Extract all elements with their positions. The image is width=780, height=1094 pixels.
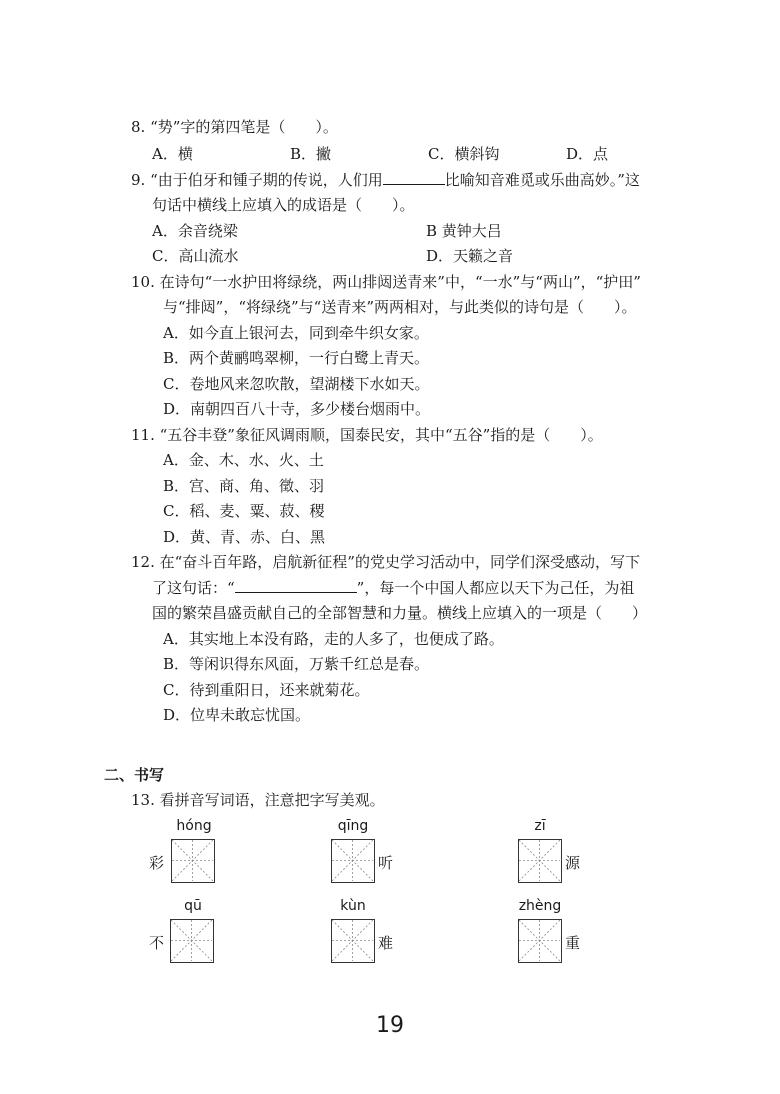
tianzige-box[interactable] <box>518 839 562 883</box>
q11-option-d: D．黄、青、赤、白、黑 <box>163 528 326 546</box>
q12-option-b: B．等闲识得东风面，万紫千红总是春。 <box>163 655 430 673</box>
tianzige-box[interactable] <box>331 919 375 963</box>
section-heading: 二、书写 <box>104 766 165 784</box>
given-char-cai: 彩 <box>149 854 165 872</box>
question-10-stem: 10. 在诗句“一水护田将绿绕，两山排闼送青来”中，“一水”与“两山”，“护田” <box>131 273 641 291</box>
q9-option-c: C．高山流水 <box>152 247 239 265</box>
q10-option-c: C．卷地风来忽吹散，望湖楼下水如天。 <box>163 375 430 393</box>
q8-option-c: C．横斜钩 <box>428 145 500 163</box>
question-13-stem: 13. 看拼音写词语，注意把字写美观。 <box>131 791 385 809</box>
q10-option-b: B．两个黄鹂鸣翠柳，一行白鹭上青天。 <box>163 349 430 367</box>
q12-stem-part2: ”，每一个中国人都应以天下为己任，为祖 <box>356 579 635 597</box>
q12-option-c: C．待到重阳日，还来就菊花。 <box>163 681 370 699</box>
pinyin-zi: zī <box>534 818 546 834</box>
tianzige-box[interactable] <box>170 919 214 963</box>
given-char-bu: 不 <box>149 934 165 952</box>
given-char-ting: 听 <box>378 854 394 872</box>
q11-option-b: B．宫、商、角、徵、羽 <box>163 477 325 495</box>
given-char-yuan: 源 <box>565 854 581 872</box>
pinyin-qu: qū <box>184 898 202 914</box>
question-8-stem: 8. “势”字的第四笔是（ ）。 <box>131 118 338 136</box>
q8-option-d: D．点 <box>566 145 609 163</box>
pinyin-qing: qīng <box>337 818 369 834</box>
q9-stem-part2: 比喻知音难觅或乐曲高妙。”这 <box>444 171 640 189</box>
q10-option-a: A．如今直上银河去，同到牵牛织女家。 <box>163 324 429 342</box>
q9-option-a: A．余音绕梁 <box>152 222 238 240</box>
question-12-stem-line2 <box>152 578 634 598</box>
q8-option-b: B．撇 <box>290 145 332 163</box>
question-12-stem: 12. 在“奋斗百年路，启航新征程”的党史学习活动中，同学们深受感动，写下 <box>131 553 640 571</box>
q9-stem-part1: 9. “由于伯牙和锺子期的传说，人们用 <box>131 171 383 189</box>
q9-answer-blank <box>383 170 445 185</box>
pinyin-hong: hóng <box>176 818 212 834</box>
q12-option-a: A．其实地上本没有路，走的人多了，也便成了路。 <box>163 630 504 648</box>
question-12-stem-line3: 国的繁荣昌盛贡献自己的全部智慧和力量。横线上应填入的一项是（ ） <box>152 604 648 622</box>
q8-option-a: A．横 <box>152 145 193 163</box>
question-9-stem <box>131 170 640 190</box>
given-char-zhong: 重 <box>565 934 581 952</box>
pinyin-zheng: zhèng <box>518 898 562 914</box>
q11-option-c: C．稻、麦、粟、菽、稷 <box>163 502 325 520</box>
q11-option-a: A．金、木、水、火、土 <box>163 451 324 469</box>
question-9-stem-line2: 句话中横线上应填入的成语是（ ）。 <box>152 196 415 214</box>
q10-option-d: D．南朝四百八十寺，多少楼台烟雨中。 <box>163 400 431 418</box>
q9-option-b: B 黄钟大吕 <box>426 222 502 240</box>
tianzige-box[interactable] <box>331 839 375 883</box>
question-10-stem-line2: 与“排闼”，“将绿绕”与“送青来”两两相对，与此类似的诗句是（ ）。 <box>163 298 637 316</box>
q12-stem-part1: 了这句话：“ <box>152 579 235 597</box>
tianzige-box[interactable] <box>171 839 215 883</box>
page-number: 19 <box>376 1013 404 1038</box>
tianzige-box[interactable] <box>518 919 562 963</box>
q12-option-d: D．位卑未敢忘忧国。 <box>163 706 311 724</box>
q12-answer-blank <box>235 578 357 593</box>
q9-option-d: D．天籁之音 <box>426 247 514 265</box>
pinyin-kun: kùn <box>340 898 366 914</box>
given-char-nan: 难 <box>378 934 394 952</box>
question-11-stem: 11. “五谷丰登”象征风调雨顺，国泰民安，其中“五谷”指的是（ ）。 <box>131 426 603 444</box>
